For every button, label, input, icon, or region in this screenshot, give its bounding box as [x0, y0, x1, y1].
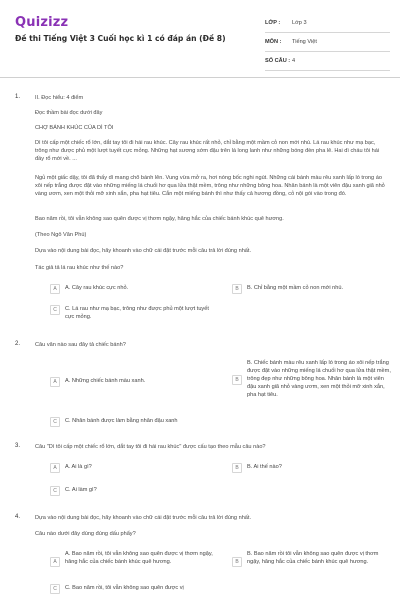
worksheet-meta: [265, 14, 390, 71]
option-letter: C: [50, 417, 60, 427]
option-b[interactable]: [232, 359, 392, 399]
question-number: 4.: [15, 514, 21, 520]
question-prompt: Tác giả tả lá rau khúc như thế nào?: [35, 265, 124, 271]
option-text: C. Bao năm rồi, tôi vẫn không sao quên được vị: [65, 585, 184, 591]
meta-value: Tiếng Việt: [292, 39, 317, 45]
option-text: B. Ai thế nào?: [247, 464, 282, 470]
option-text: A. Những chiếc bánh màu xanh.: [65, 378, 146, 384]
instruction-text: Dựa vào nội dung bài đọc, hãy khoanh vào chữ cái đặt trước mỗi câu trả lời đúng nhất.: [35, 515, 252, 521]
question-number: 2.: [15, 341, 21, 347]
question-number: 3.: [15, 443, 21, 449]
question-number: 1.: [15, 94, 21, 100]
option-letter: B: [232, 375, 242, 385]
meta-row-count: [265, 52, 390, 71]
passage-paragraph: Dì tôi cấp một chiếc rổ lớn, dắt tay tôi đi hái rau khúc. Cây rau khúc rất nhỏ, chỉ bằng một mầm cỏ non mới nhú. Lá rau khúc như mạ bạc, trông như được phủ một lượt tuyết cực mỏng. Những hạt sương sớm đậu trên lá long lanh như những bóng đèn pha lê. Hai dì cháu tôi hái đầy rổ mới về. ...: [35, 140, 380, 162]
question-3: [15, 443, 385, 503]
question-prompt: Câu "Dì tôi cấp một chiếc rổ lớn, dắt tay tôi đi hái rau khúc" được cấu tạo theo mẫu câu nào?: [35, 444, 266, 450]
passage-paragraph: Ngủ một giấc dậy, tôi đã thấy dì mang chõ bánh lên. Vung vừa mở ra, hơi nóng bốc nghi ngút. Những cái bánh màu rêu xanh lấp ló trong áo xôi nếp trắng được đặt vào những miếng lá chuối hơ qua lửa thật mềm, trông như những bông hoa. Nhân bánh là một viên đậu xanh giã nhỏ vàng ươm, xen một thỏi mỡ xinh xắn, pha hạt tiêu. Cắn một miếng bánh thì như thấy cả hương đồng, cỏ nội gói vào trong đó.: [35, 175, 385, 197]
question-1: [15, 94, 385, 334]
meta-row-subject: [265, 33, 390, 52]
option-letter: B: [232, 463, 242, 473]
option-letter: C: [50, 584, 60, 594]
question-prompt: Câu nào dưới đây dùng đúng dấu phẩy?: [35, 531, 136, 537]
meta-label: MÔN :: [265, 39, 282, 45]
header-divider: [0, 77, 400, 78]
option-text: B. Chỉ bằng một mầm cỏ non mới nhú.: [247, 285, 344, 291]
option-letter: A: [50, 557, 60, 567]
option-b[interactable]: [232, 284, 392, 294]
option-c[interactable]: [50, 584, 215, 594]
option-b[interactable]: [232, 550, 392, 567]
option-a[interactable]: [50, 463, 215, 473]
option-text: C. Ai làm gì?: [65, 487, 97, 493]
meta-label: SỐ CÂU :: [265, 58, 291, 64]
worksheet-title: Đề thi Tiếng Việt 3 Cuối học kì 1 có đáp án (Đề 8): [15, 34, 226, 43]
meta-label: LỚP :: [265, 20, 281, 26]
option-letter: A: [50, 463, 60, 473]
option-a[interactable]: [50, 550, 215, 567]
option-text: C. Nhân bánh được làm bằng nhân đậu xanh: [65, 418, 178, 424]
option-b[interactable]: [232, 463, 392, 473]
quizizz-logo: Quizizz: [15, 15, 69, 30]
option-letter: C: [50, 305, 60, 315]
instruction-text: Dựa vào nội dung bài đọc, hãy khoanh vào chữ cái đặt trước mỗi câu trả lời đúng nhất.: [35, 248, 252, 254]
option-text: A. Cây rau khúc cực nhỏ.: [65, 285, 129, 291]
option-letter: A: [50, 284, 60, 294]
section-heading: II. Đọc hiểu: 4 điểm: [35, 95, 84, 101]
option-letter: A: [50, 377, 60, 387]
question-2: [15, 341, 391, 431]
option-text: A. Bao năm rồi, tôi vẫn không sao quên được vị thơm ngậy, hăng hắc của chiếc bánh khúc quê hương.: [65, 551, 213, 565]
passage-paragraph: Bao năm rồi, tôi vẫn không sao quên được vị thơm ngậy, hăng hắc của chiếc bánh khúc quê hương.: [35, 216, 284, 222]
option-letter: C: [50, 486, 60, 496]
passage-source: (Theo Ngô Văn Phú): [35, 232, 87, 238]
option-c[interactable]: [50, 486, 215, 496]
question-4: [15, 514, 385, 600]
worksheet-header: [0, 0, 400, 72]
option-text: A. Ai là gì?: [65, 464, 92, 470]
option-c[interactable]: [50, 417, 220, 427]
passage-title: CHỢ BÁNH KHÚC CỦA DÌ TÔI: [35, 125, 114, 131]
option-c[interactable]: [50, 305, 215, 321]
question-prompt: Câu văn nào sau đây tả chiếc bánh?: [35, 342, 126, 348]
option-text: B. Chiếc bánh màu rêu xanh lấp ló trong áo xôi nếp trắng được đặt vào những miếng lá chuối hơ qua lửa thật mềm, trông đẹp như những bông hoa. Nhân bánh là một viên đậu xanh giã nhỏ vàng ươm, xen một thỏi mỡ xinh xắn, pha hạt tiêu.: [247, 360, 391, 398]
meta-row-class: [265, 14, 390, 33]
option-text: C. Lá rau như mạ bạc, trông như được phủ một lượt tuyết cực mỏng.: [65, 306, 209, 320]
option-text: B. Bao năm rồi tôi vẫn không sao quên được vị thơm ngậy, hăng hắc của chiếc bánh khúc quê hương.: [247, 551, 379, 565]
meta-value: 4: [292, 58, 296, 64]
option-letter: B: [232, 284, 242, 294]
option-a[interactable]: [50, 284, 215, 294]
option-a[interactable]: [50, 377, 215, 387]
option-letter: B: [232, 557, 242, 567]
meta-value: Lớp 3: [292, 20, 307, 26]
instruction-text: Đọc thầm bài đọc dưới đây: [35, 110, 103, 116]
